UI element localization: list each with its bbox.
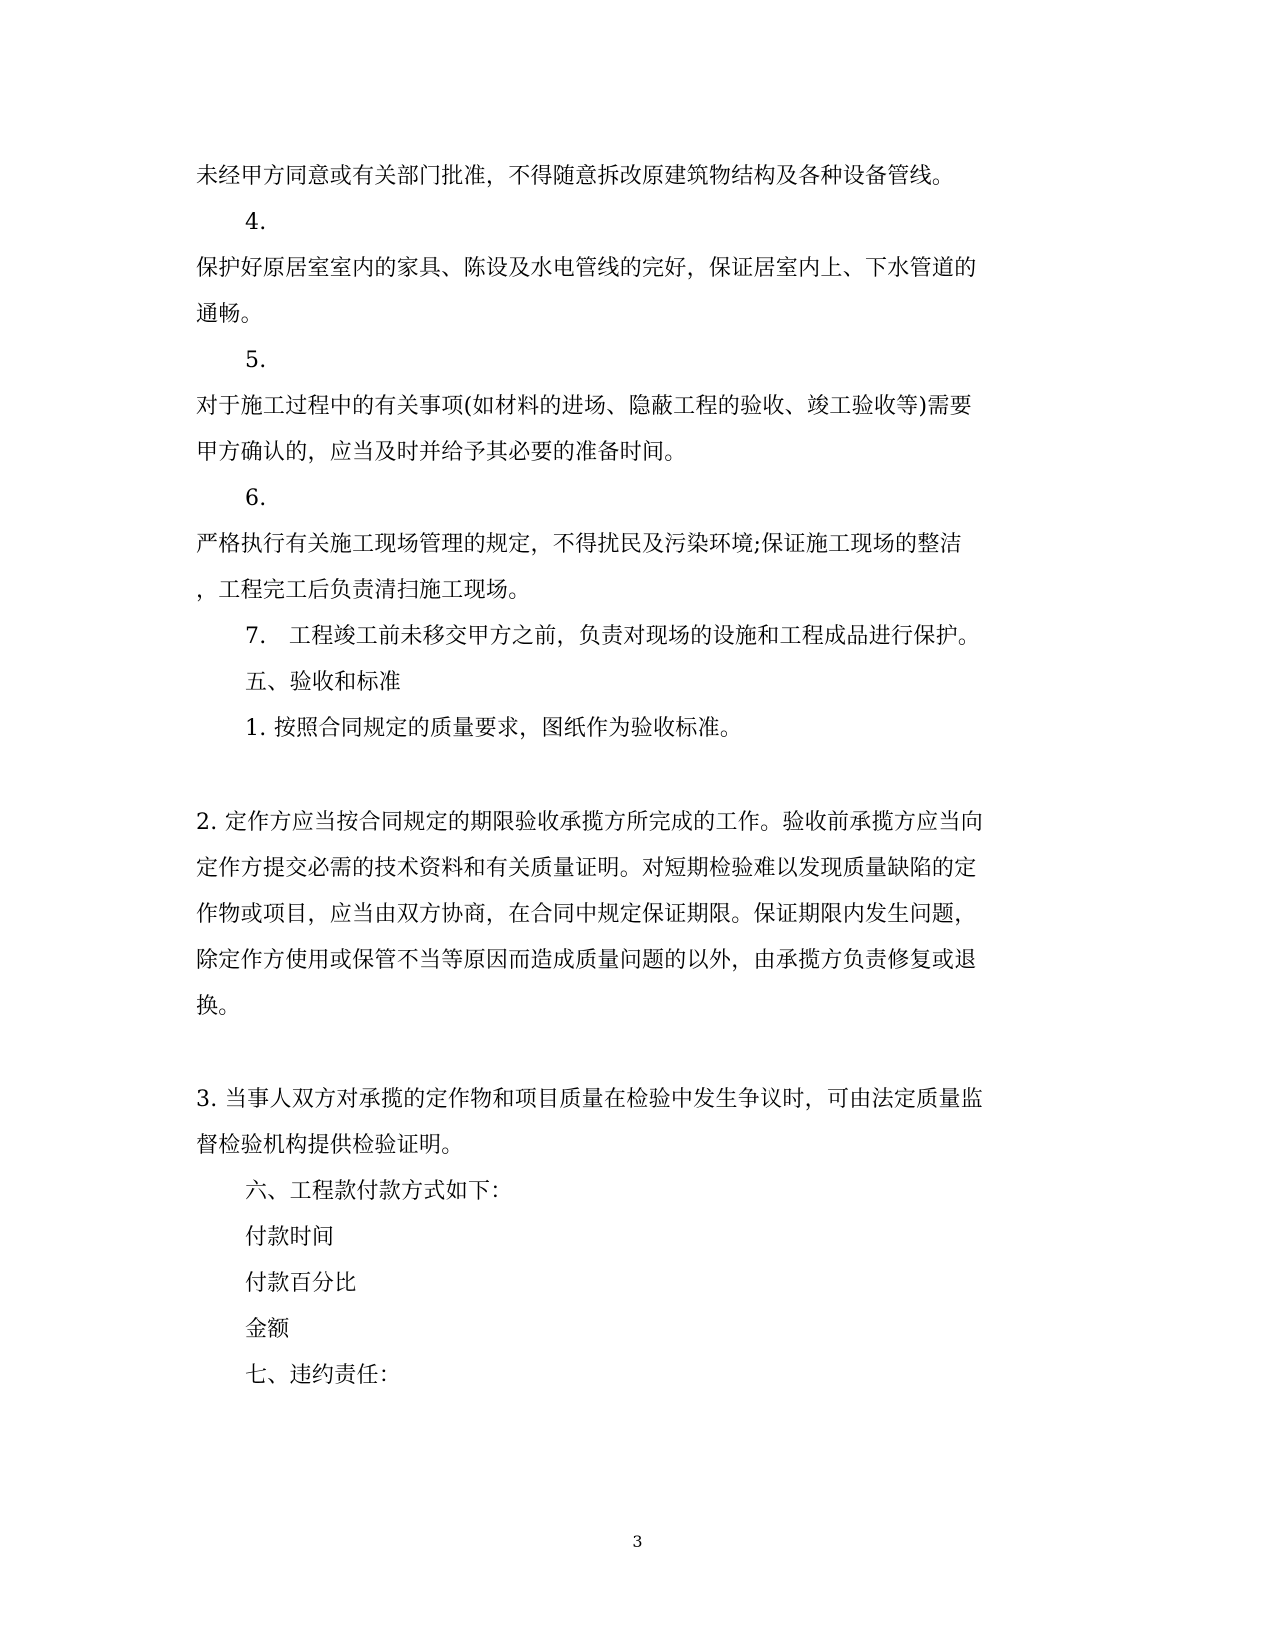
text-line: 付款时间 [245,1225,335,1250]
text-line: 6. [245,486,267,511]
text-line: 换。 [196,994,241,1019]
text-line: 未经甲方同意或有关部门批准，不得随意拆改原建筑物结构及各种设备管线。 [196,164,955,189]
section-heading: 六、工程款付款方式如下： [245,1179,513,1204]
section-heading: 五、验收和标准 [245,670,402,695]
text-line: 对于施工过程中的有关事项(如材料的进场、隐蔽工程的验收、竣工验收等)需要 [196,394,972,419]
text-line: 4. [245,210,267,235]
text-line: 5. [245,348,267,373]
text-line: 1. 按照合同规定的质量要求，图纸作为验收标准。 [245,716,743,741]
text-line: 7. 工程竣工前未移交甲方之前，负责对现场的设施和工程成品进行保护。 [245,624,981,649]
text-line: 除定作方使用或保管不当等原因而造成质量问题的以外，由承揽方负责修复或退 [196,948,977,973]
text-line: 通畅。 [196,302,263,327]
text-line: ，工程完工后负责清扫施工现场。 [196,578,531,603]
text-line: 定作方提交必需的技术资料和有关质量证明。对短期检验难以发现质量缺陷的定 [196,856,977,881]
text-line: 严格执行有关施工现场管理的规定，不得扰民及污染环境;保证施工现场的整洁 [196,532,962,557]
text-line: 甲方确认的，应当及时并给予其必要的准备时间。 [196,440,687,465]
text-line: 金额 [245,1317,290,1342]
section-heading: 七、违约责任： [245,1363,402,1388]
text-line: 2. 定作方应当按合同规定的期限验收承揽方所完成的工作。验收前承揽方应当向 [196,810,984,835]
text-line: 3. 当事人双方对承揽的定作物和项目质量在检验中发生争议时，可由法定质量监 [196,1087,984,1112]
text-line: 督检验机构提供检验证明。 [196,1133,464,1158]
page-number: 3 [632,1532,643,1551]
text-line: 付款百分比 [245,1271,357,1296]
text-line: 作物或项目，应当由双方协商，在合同中规定保证期限。保证期限内发生问题， [196,902,977,927]
text-line: 保护好原居室室内的家具、陈设及水电管线的完好，保证居室内上、下水管道的 [196,256,977,281]
